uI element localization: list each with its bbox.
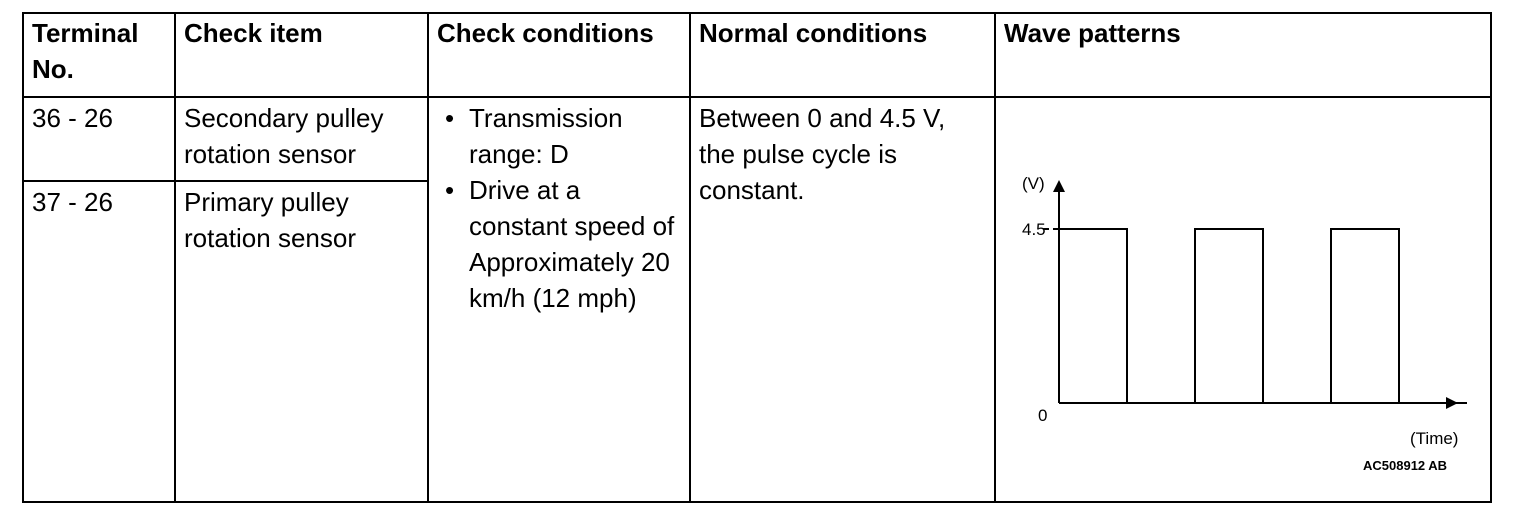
figure-code: AC508912 AB: [1363, 458, 1448, 473]
wave-pattern-cell: [995, 97, 1491, 502]
high-level-label: 4.5: [1022, 220, 1046, 239]
condition-item: • Transmission range: D: [429, 100, 681, 172]
normal-conditions-cell: Between 0 and 4.5 V, the pulse cycle is constant.: [699, 103, 946, 205]
inspection-table: [22, 12, 1492, 503]
y-unit-label: (V): [1022, 174, 1045, 193]
wave-line: [1059, 229, 1467, 403]
header-normal-conditions: Normal conditions: [690, 13, 995, 97]
zero-label: 0: [1038, 406, 1048, 425]
header-check-conditions: Check conditions: [428, 13, 690, 97]
check-item-cell: Primary pulley rotation sensor: [184, 187, 356, 253]
terminal-cell: 36 - 26: [32, 103, 113, 133]
x-unit-label: (Time): [1410, 429, 1459, 448]
header-terminal-no: Terminal No.: [23, 13, 175, 97]
header-check-item: Check item: [175, 13, 428, 97]
cropped-previous-text: [0, 0, 1536, 4]
check-conditions-cell: [429, 98, 689, 316]
table-header-row: [23, 13, 1491, 97]
wave-chart: [996, 98, 1490, 503]
header-wave-patterns: Wave patterns: [995, 13, 1491, 97]
terminal-cell: 37 - 26: [32, 187, 113, 217]
check-item-cell: Secondary pulley rotation sensor: [184, 103, 384, 169]
condition-item: • Drive at a constant speed of Approximately 20 km/h (12 mph): [429, 172, 681, 316]
table-row: [23, 97, 1491, 181]
